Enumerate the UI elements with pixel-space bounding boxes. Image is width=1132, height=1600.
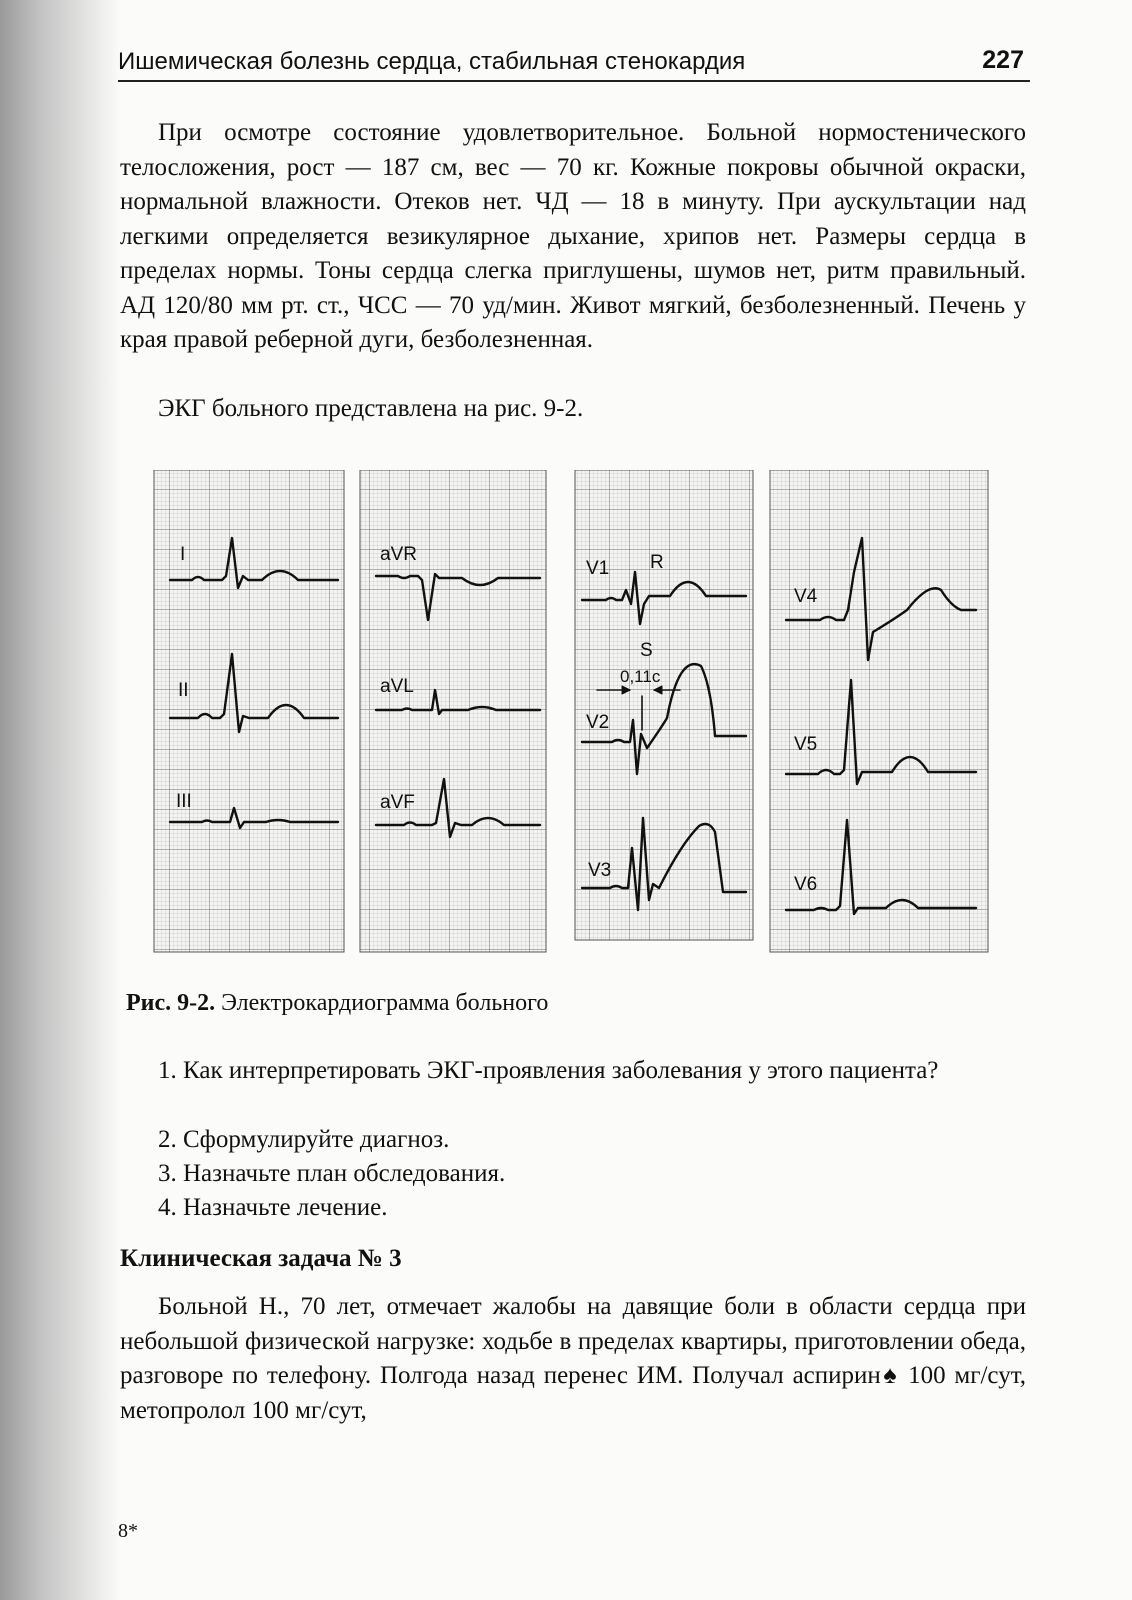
lead-label-avl: aVL [380,676,414,697]
s-wave-label: S [640,640,653,661]
lead-label-i: I [180,544,186,565]
lead-label-avf: aVF [380,792,415,813]
book-spine-shadow [0,0,120,1600]
ecg-figure [150,470,1000,980]
lead-label-v5: V5 [794,734,818,755]
lead-label-v1: V1 [586,558,610,579]
lead-label-iii: III [176,791,192,812]
question-4: 4. Назначьте лечение. [158,1194,388,1221]
figure-caption-label: Рис. 9-2. [126,990,216,1016]
task-heading: Клиническая задача № 3 [120,1245,402,1272]
running-title: Ишемическая болезнь сердца, стабильная стенокардия [118,48,746,75]
page-header [118,44,1030,82]
signature-mark: 8* [118,1520,138,1542]
lead-label-v6: V6 [794,874,818,895]
lead-label-v2: V2 [586,712,610,733]
figure-caption-text: Электрокардиограмма больного [221,990,549,1016]
task-paragraph: Больной Н., 70 лет, отмечает жалобы на давящие боли в области сердца при небольшой физической нагрузке: ходьбе в пределах квартиры, приготовлении обеда, разговоре по телефону. Полгода назад перенес ИМ. Получал аспирин♠ 100 мг/сут, метопролол 100 мг/сут, [120,1293,1026,1424]
figure-caption [126,990,548,1017]
paragraph-exam: При осмотре состояние удовлетворительное. Больной нормостенического телосложения, рост — 187 см, вес — 70 кг. Кожные покровы обычной окраски, нормальной влажности. Отеков нет. ЧД — 18 в минуту. При аускультации над легкими определяется везикулярное дыхание, хрипов нет. Размеры сердца в пределах нормы. Тоны сердца слегка приглушены, шумов нет, ритм правильный. АД 120/80 мм рт. ст., ЧСС — 70 уд/мин. Живот мягкий, безболезненный. Печень у края правой реберной дуги, безболезненная. [120,119,1026,353]
lead-label-avr: aVR [380,544,417,565]
lead-label-v4: V4 [794,586,818,607]
interval-label: 0,11с [620,667,661,686]
lead-label-v3: V3 [588,860,612,881]
lead-label-ii: II [178,680,189,701]
page-number: 227 [982,46,1024,74]
r-wave-label: R [650,552,664,573]
question-2: 2. Сформулируйте диагноз. [158,1126,450,1153]
paragraph-ecg-reference: ЭКГ больного представлена на рис. 9-2. [158,395,584,422]
question-3: 3. Назначьте план обследования. [158,1160,506,1187]
question-1: 1. Как интерпретировать ЭКГ-проявления заболевания у этого пациента? [158,1057,939,1084]
